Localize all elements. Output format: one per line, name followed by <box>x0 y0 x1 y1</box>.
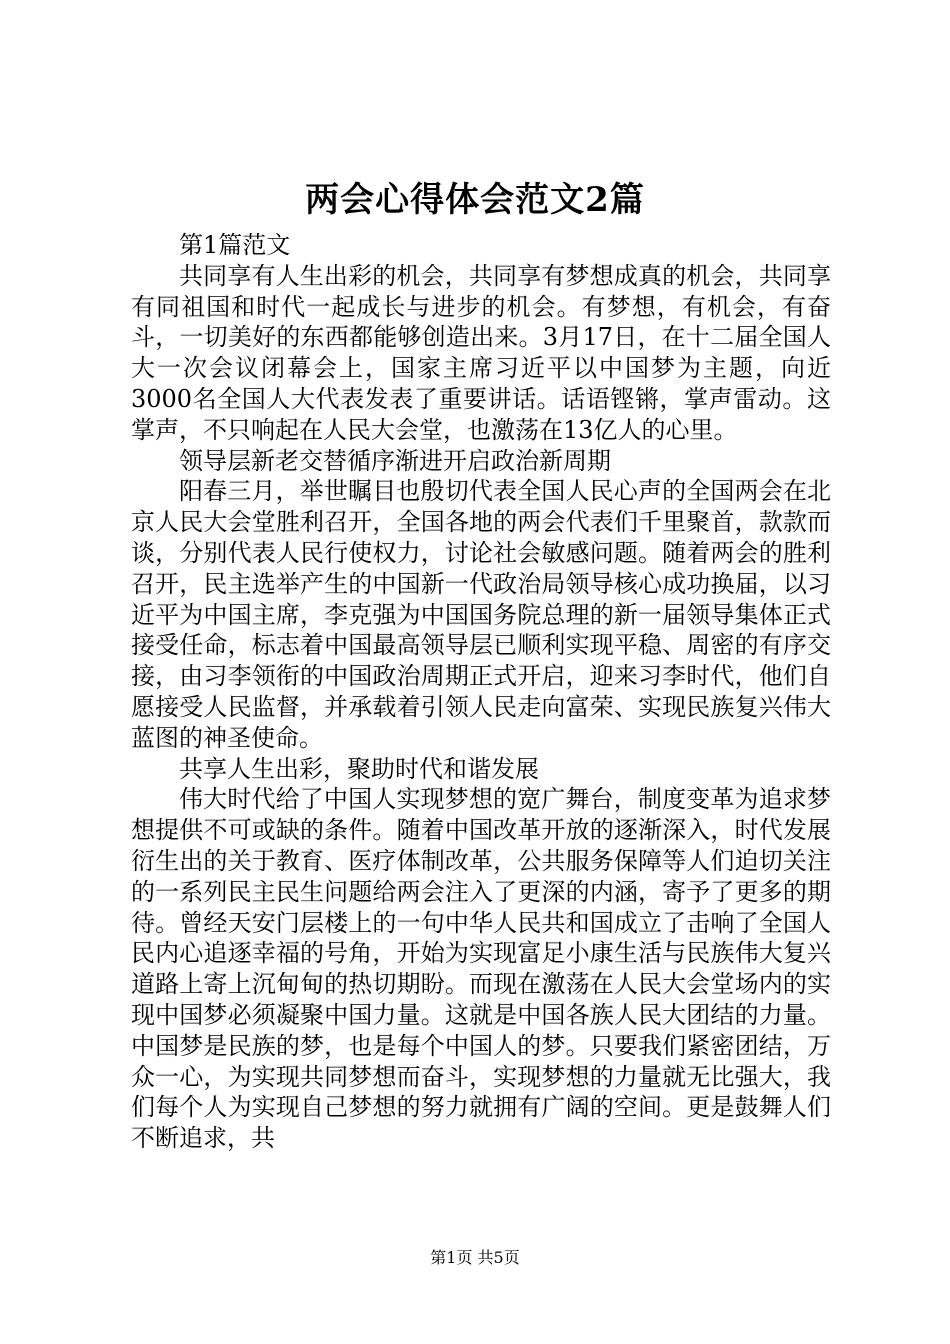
body-paragraph: 伟大时代给了中国人实现梦想的宽广舞台，制度变革为追求梦想提供不可或缺的条件。随着中国改革开放的逐渐深入，时代发展衍生出的关于教育、医疗体制改革，公共服务保障等人们迫切关注的一系列民主民生问题给两会注入了更深的内涵，寄予了更多的期待。曾经天安门层楼上的一句中华人民共和国成立了击响了全国人民内心追逐幸福的号角，开始为实现富足小康生活与民族伟大复兴道路上寄上沉甸甸的热切期盼。而现在激荡在人民大会堂场内的实现中国梦必须凝聚中国力量。这就是中国各族人民大团结的力量。中国梦是民族的梦，也是每个中国人的梦。只要我们紧密团结，万众一心，为实现共同梦想而奋斗，实现梦想的力量就无比强大，我们每个人为实现自己梦想的努力就拥有广阔的空间。更是鼓舞人们不断追求，共 <box>131 785 831 1153</box>
document-body <box>131 230 831 1154</box>
body-paragraph: 阳春三月，举世瞩目也殷切代表全国人民心声的全国两会在北京人民大会堂胜利召开，全国各地的两会代表们千里聚首，款款而谈，分别代表人民行使权力，讨论社会敏感问题。随着两会的胜利召开，民主选举产生的中国新一代政治局领导核心成功换届，以习近平为中国主席，李克强为中国国务院总理的新一届领导集体正式接受任命，标志着中国最高领导层已顺利实现平稳、周密的有序交接，由习李领衔的中国政治周期正式开启，迎来习李时代，他们自愿接受人民监督，并承载着引领人民走向富荣、实现民族复兴伟大蓝图的神圣使命。 <box>131 477 831 752</box>
page-footer: 第1页 共5页 <box>430 1248 520 1267</box>
body-paragraph: 共同享有人生出彩的机会，共同享有梦想成真的机会，共同享有同祖国和时代一起成长与进步的机会。有梦想，有机会，有奋斗，一切美好的东西都能够创造出来。3月17日，在十二届全国人大一次会议闭幕会上，国家主席习近平以中国梦为主题，向近3000名全国人大代表发表了重要讲话。话语铿锵，掌声雷动。这掌声，不只响起在人民大会堂，也激荡在13亿人的心里。 <box>131 261 831 444</box>
section-heading: 共享人生出彩，聚助时代和谐发展 <box>179 754 539 783</box>
document-title: 两会心得体会范文2篇 <box>305 180 645 220</box>
section-heading: 领导层新老交替循序渐进开启政治新周期 <box>179 446 611 475</box>
section-heading: 第1篇范文 <box>179 231 291 259</box>
